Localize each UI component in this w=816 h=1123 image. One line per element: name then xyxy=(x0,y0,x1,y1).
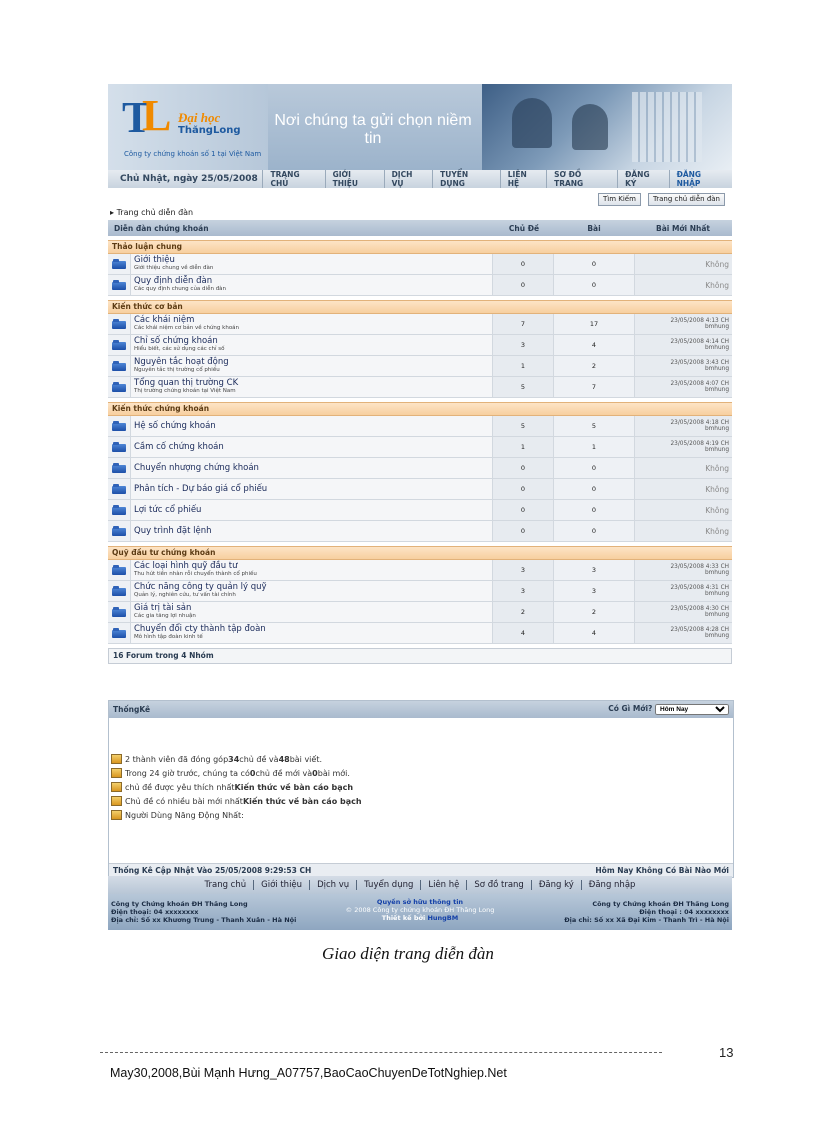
forum-last-post xyxy=(635,623,732,643)
forum-post-count: 3 xyxy=(554,560,635,580)
forum-folder-icon xyxy=(108,458,131,478)
header-forum: Diễn đàn chứng khoán xyxy=(114,223,209,233)
forum-last-user[interactable]: bmhung xyxy=(704,345,729,351)
statistics-footer xyxy=(109,863,733,877)
forum-last-date: 23/05/2008 4:13 CH xyxy=(670,318,729,324)
forum-row xyxy=(108,479,732,500)
forum-row xyxy=(108,581,732,602)
forum-description: Quản lý, nghiên cứu, tư vấn tài chính xyxy=(134,592,236,598)
forum-title-cell xyxy=(131,275,493,295)
forum-post-count: 0 xyxy=(554,479,635,499)
bottom-nav-about[interactable]: Giới thiệu xyxy=(253,880,309,890)
category-header[interactable]: Kiến thức chứng khoán xyxy=(108,402,732,416)
forum-last-post xyxy=(635,479,732,499)
category-header[interactable]: Kiến thức cơ bản xyxy=(108,300,732,314)
statistics-line xyxy=(111,796,362,806)
forum-summary: 16 Forum trong 4 Nhóm xyxy=(108,648,732,664)
forum-description: Thị trường chứng khoán tại Việt Nam xyxy=(134,388,236,394)
forum-topic-count: 5 xyxy=(493,416,554,436)
forum-row xyxy=(108,458,732,479)
forum-title-link[interactable]: Quy trình đặt lệnh xyxy=(134,525,212,536)
breadcrumb[interactable]: ▸ Trang chủ diễn đàn xyxy=(110,208,194,217)
forum-topic-count: 4 xyxy=(493,623,554,643)
photo-person xyxy=(512,98,552,148)
company-tagline: Công ty chứng khoán số 1 tại Việt Nam xyxy=(124,150,262,158)
stat-value: 34 xyxy=(228,754,240,764)
forum-title-link[interactable]: Chuyển nhượng chứng khoán xyxy=(134,462,259,473)
statistics-icon xyxy=(111,810,122,820)
forum-last-post xyxy=(635,275,732,295)
bottom-nav-register[interactable]: Đăng ký xyxy=(531,880,581,890)
forum-last-post xyxy=(635,416,732,436)
site-footer xyxy=(108,894,732,930)
forum-title-link[interactable]: Nguyên tắc hoạt động xyxy=(134,357,229,367)
forum-topic-count: 5 xyxy=(493,377,554,397)
forum-topic-count: 0 xyxy=(493,500,554,520)
logo[interactable] xyxy=(108,84,268,170)
forum-topic-count: 0 xyxy=(493,479,554,499)
forum-last-date: 23/05/2008 4:19 CH xyxy=(670,441,729,447)
forum-home-button[interactable]: Trang chủ diễn đàn xyxy=(648,193,725,206)
forum-topic-count: 7 xyxy=(493,314,554,334)
forum-title-cell xyxy=(131,602,493,622)
forum-last-user[interactable]: bmhung xyxy=(704,570,729,576)
footer-design-label: Thiết kế bởi xyxy=(381,914,428,922)
forum-post-count: 0 xyxy=(554,500,635,520)
forum-no-posts: Không xyxy=(705,259,729,269)
forum-post-count: 0 xyxy=(554,254,635,274)
footer-ownership-link[interactable]: Quyền sở hữu thông tin xyxy=(376,898,464,906)
statistics-line xyxy=(111,754,322,764)
stat-value: 48 xyxy=(278,754,290,764)
forum-topic-count: 3 xyxy=(493,581,554,601)
banner-slogan: Nơi chúng ta gửi chọn niềm tin xyxy=(274,112,472,147)
forum-table-header xyxy=(108,220,732,236)
forum-description: Hiểu biết, các sử dụng các chỉ số xyxy=(134,346,225,352)
forum-folder-icon xyxy=(108,356,131,376)
forum-folder-icon xyxy=(108,275,131,295)
whats-new-label: Có Gì Mới? xyxy=(608,704,653,713)
stat-text: bài viết. xyxy=(289,754,323,764)
forum-topic-count: 2 xyxy=(493,602,554,622)
forum-topic-count: 3 xyxy=(493,560,554,580)
stat-text: bài mới. xyxy=(317,768,350,778)
whats-new-select[interactable] xyxy=(655,704,729,715)
forum-post-count: 3 xyxy=(554,581,635,601)
forum-title-cell xyxy=(131,500,493,520)
stat-text: chủ đề mới và xyxy=(255,768,313,778)
forum-post-count: 4 xyxy=(554,335,635,355)
forum-title-link[interactable]: Hệ số chứng khoán xyxy=(134,420,216,431)
forum-title-link[interactable]: Giá trị tài sản xyxy=(134,603,192,613)
stat-text: 2 thành viên đã đóng góp xyxy=(125,754,229,764)
statistics-icon xyxy=(111,796,122,806)
forum-row xyxy=(108,437,732,458)
footer-left-phone: Điện thoại: 04 xxxxxxxx xyxy=(111,908,199,916)
forum-post-count: 4 xyxy=(554,623,635,643)
forum-last-date: 23/05/2008 4:18 CH xyxy=(670,420,729,426)
forum-table xyxy=(108,220,732,664)
forum-post-count: 2 xyxy=(554,602,635,622)
statistics-icon xyxy=(111,754,122,764)
forum-last-date: 23/05/2008 4:33 CH xyxy=(670,564,729,570)
forum-last-date: 23/05/2008 3:43 CH xyxy=(670,360,729,366)
stat-value: Kiến thức về bàn cáo bạch xyxy=(242,796,362,806)
forum-topic-count: 1 xyxy=(493,437,554,457)
forum-description: Các gia tăng lợi nhuận xyxy=(134,613,196,619)
page-number: 13 xyxy=(719,1045,734,1060)
banner-photo xyxy=(482,84,732,170)
forum-topic-count: 3 xyxy=(493,335,554,355)
statistics-panel xyxy=(108,700,734,878)
forum-row xyxy=(108,602,732,623)
stats-updated: Thống Kê Cập Nhật Vào 25/05/2008 9:29:53 CH xyxy=(113,866,312,875)
stat-value: 0 xyxy=(249,768,256,778)
statistics-line xyxy=(111,768,350,778)
photo-person xyxy=(572,104,608,150)
header-posts: Bài xyxy=(587,223,601,233)
forum-row xyxy=(108,254,732,275)
statistics-line xyxy=(111,782,353,792)
bottom-nav-login[interactable]: Đăng nhập xyxy=(581,880,643,890)
forum-post-count: 2 xyxy=(554,356,635,376)
forum-last-post xyxy=(635,254,732,274)
category-header[interactable]: Thảo luận chung xyxy=(108,240,732,254)
forum-no-posts: Không xyxy=(705,280,729,290)
forum-title-link[interactable]: Tổng quan thị trường CK xyxy=(134,378,239,388)
forum-row xyxy=(108,623,732,644)
forum-folder-icon xyxy=(108,377,131,397)
forum-last-post xyxy=(635,377,732,397)
forum-title-cell xyxy=(131,479,493,499)
forum-last-user[interactable]: bmhung xyxy=(704,633,729,639)
statistics-title: ThốngKê xyxy=(113,705,151,714)
forum-description: Các khái niệm cơ bản về chứng khoán xyxy=(134,325,240,331)
forum-last-post xyxy=(635,458,732,478)
forum-no-posts: Không xyxy=(705,526,729,536)
forum-folder-icon xyxy=(108,437,131,457)
forum-last-post xyxy=(635,437,732,457)
forum-row xyxy=(108,314,732,335)
forum-last-post xyxy=(635,560,732,580)
forum-topic-count: 0 xyxy=(493,458,554,478)
logo-letter-l: L xyxy=(142,91,172,140)
header-last-post: Bài Mới Nhất xyxy=(655,223,711,233)
forum-folder-icon xyxy=(108,314,131,334)
forum-last-user[interactable]: bmhung xyxy=(704,591,729,597)
menu-home[interactable]: TRANG CHỦ xyxy=(262,170,324,188)
forum-row xyxy=(108,275,732,296)
forum-title-link[interactable]: Chỉ số chứng khoán xyxy=(134,336,218,346)
forum-folder-icon xyxy=(108,521,131,541)
forum-description: Nguyên tắc thị trường cổ phiếu xyxy=(134,367,220,373)
forum-title-cell xyxy=(131,623,493,643)
footer-right-address: Địa chỉ: Số xx Xã Đại Kim - Thanh Trì - Hà Nội xyxy=(564,916,729,924)
forum-post-count: 0 xyxy=(554,521,635,541)
forum-last-user[interactable]: bmhung xyxy=(704,324,729,330)
forum-row xyxy=(108,416,732,437)
forum-title-cell xyxy=(131,356,493,376)
forum-title-link[interactable]: Chức năng công ty quản lý quỹ xyxy=(134,582,267,592)
forum-no-posts: Không xyxy=(705,484,729,494)
forum-topic-count: 0 xyxy=(493,521,554,541)
menu-sitemap[interactable]: SƠ ĐỒ TRANG xyxy=(546,170,617,188)
forum-folder-icon xyxy=(108,602,131,622)
menu-careers[interactable]: TUYỂN DỤNG xyxy=(432,170,500,188)
forum-last-user[interactable]: bmhung xyxy=(704,387,729,393)
bottom-nav-services[interactable]: Dịch vụ xyxy=(309,880,356,890)
photo-building xyxy=(632,92,702,162)
forum-last-user[interactable]: bmhung xyxy=(704,447,729,453)
forum-title-cell xyxy=(131,314,493,334)
forum-folder-icon xyxy=(108,416,131,436)
forum-last-user[interactable]: bmhung xyxy=(704,366,729,372)
forum-title-cell xyxy=(131,437,493,457)
footer-right xyxy=(564,900,729,924)
forum-folder-icon xyxy=(108,581,131,601)
menu-about[interactable]: GIỚI THIỆU xyxy=(325,170,384,188)
footer-right-phone: Điện thoại : 04 xxxxxxxx xyxy=(639,908,729,916)
stat-text: Trong 24 giờ trước, chúng ta có xyxy=(125,768,250,778)
forum-categories xyxy=(108,240,732,644)
forum-title-cell xyxy=(131,416,493,436)
stat-value: Kiến thức về bàn cáo bạch xyxy=(234,782,354,792)
forum-title-cell xyxy=(131,458,493,478)
forum-last-post xyxy=(635,602,732,622)
forum-last-user[interactable]: bmhung xyxy=(704,612,729,618)
header-topics: Chủ Đề xyxy=(508,223,540,233)
forum-last-date: 23/05/2008 4:07 CH xyxy=(670,381,729,387)
forum-description: Giới thiệu chung về diễn đàn xyxy=(134,265,214,271)
forum-row xyxy=(108,335,732,356)
menu-services[interactable]: DỊCH VỤ xyxy=(384,170,433,188)
forum-title-link[interactable]: Cầm cố chứng khoán xyxy=(134,441,224,452)
figure-caption: Giao diện trang diễn đàn xyxy=(322,944,494,963)
forum-title-link[interactable]: Giới thiệu xyxy=(134,255,175,265)
forum-row xyxy=(108,521,732,542)
search-button[interactable]: Tìm Kiếm xyxy=(598,193,641,206)
forum-last-post xyxy=(635,314,732,334)
site-banner xyxy=(108,84,732,170)
bottom-nav-contact[interactable]: Liên hệ xyxy=(420,880,466,890)
statistics-line xyxy=(111,810,244,820)
stat-text: Người Dùng Năng Động Nhất: xyxy=(125,810,244,820)
breadcrumb-label[interactable]: Trang chủ diễn đàn xyxy=(116,208,194,217)
forum-post-count: 1 xyxy=(554,437,635,457)
footer-designer-link[interactable]: HungBM xyxy=(427,914,459,922)
forum-last-date: 23/05/2008 4:28 CH xyxy=(670,627,729,633)
forum-row xyxy=(108,500,732,521)
menu-login[interactable]: ĐĂNG NHẬP xyxy=(669,170,732,188)
statistics-icon xyxy=(111,782,122,792)
forum-title-link[interactable]: Lợi tức cổ phiếu xyxy=(134,504,202,515)
stat-text: Chủ đề có nhiều bài mới nhất xyxy=(125,796,243,806)
forum-title-cell xyxy=(131,335,493,355)
stat-text: chủ đề và xyxy=(239,754,279,764)
forum-description: Thu hút tiền nhàn rỗi chuyển thành cổ phiếu xyxy=(134,571,257,577)
forum-title-link[interactable]: Phân tích - Dự báo giá cổ phiếu xyxy=(134,483,268,494)
menu-contact[interactable]: LIÊN HỆ xyxy=(500,170,546,188)
stat-text: chủ đề được yêu thích nhất xyxy=(125,782,235,792)
forum-folder-icon xyxy=(108,479,131,499)
forum-topic-count: 0 xyxy=(493,275,554,295)
forum-last-date: 23/05/2008 4:31 CH xyxy=(670,585,729,591)
footer-divider xyxy=(100,1052,662,1054)
forum-folder-icon xyxy=(108,623,131,643)
forum-last-post xyxy=(635,581,732,601)
category-header[interactable]: Quỹ đầu tư chứng khoán xyxy=(108,546,732,560)
forum-topic-count: 0 xyxy=(493,254,554,274)
whats-new-group xyxy=(608,704,729,715)
footer-right-company: Công ty Chứng khoán ĐH Thăng Long xyxy=(592,900,729,908)
forum-title-cell xyxy=(131,377,493,397)
forum-title-cell xyxy=(131,521,493,541)
forum-row xyxy=(108,377,732,398)
forum-post-count: 0 xyxy=(554,275,635,295)
logo-letter-t: T xyxy=(122,93,146,142)
forum-folder-icon xyxy=(108,560,131,580)
forum-last-post xyxy=(635,500,732,520)
forum-topic-count: 1 xyxy=(493,356,554,376)
forum-last-date: 23/05/2008 4:14 CH xyxy=(670,339,729,345)
forum-post-count: 5 xyxy=(554,416,635,436)
forum-no-posts: Không xyxy=(705,505,729,515)
logo-university-line1: Đại học xyxy=(178,110,221,125)
bottom-nav-careers[interactable]: Tuyển dụng xyxy=(356,880,420,890)
bottom-nav xyxy=(108,876,732,894)
forum-title-cell xyxy=(131,560,493,580)
forum-folder-icon xyxy=(108,500,131,520)
document-credit: May30,2008,Bùi Mạnh Hưng_A07757,BaoCaoChuyenDeTotNghiep.Net xyxy=(110,1066,507,1080)
forum-last-post xyxy=(635,335,732,355)
forum-title-link[interactable]: Các loại hình quỹ đầu tư xyxy=(134,561,238,571)
forum-title-link[interactable]: Quy định diễn đàn xyxy=(134,276,213,286)
forum-post-count: 0 xyxy=(554,458,635,478)
forum-title-link[interactable]: Các khái niệm xyxy=(134,315,195,325)
statistics-header xyxy=(109,701,733,718)
forum-title-cell xyxy=(131,581,493,601)
forum-last-post xyxy=(635,356,732,376)
forum-last-date: 23/05/2008 4:30 CH xyxy=(670,606,729,612)
current-date: Chủ Nhật, ngày 25/05/2008 xyxy=(120,174,258,184)
forum-row xyxy=(108,356,732,377)
stats-today-none: Hôm Nay Không Có Bài Nào Mới xyxy=(595,866,729,875)
bottom-nav-sitemap[interactable]: Sơ đồ trang xyxy=(466,880,530,890)
forum-post-count: 17 xyxy=(554,314,635,334)
forum-post-count: 7 xyxy=(554,377,635,397)
forum-no-posts: Không xyxy=(705,463,729,473)
footer-left-address: Địa chỉ: Số xx Khương Trung - Thanh Xuân - Hà Nội xyxy=(111,916,297,924)
forum-last-user[interactable]: bmhung xyxy=(704,426,729,432)
forum-folder-icon xyxy=(108,335,131,355)
forum-folder-icon xyxy=(108,254,131,274)
forum-title-cell xyxy=(131,254,493,274)
forum-last-post xyxy=(635,521,732,541)
forum-description: Các quy định chung của diễn đàn xyxy=(134,286,227,292)
menu-register[interactable]: ĐĂNG KÝ xyxy=(617,170,668,188)
stat-value: 0 xyxy=(312,768,318,778)
forum-title-link[interactable]: Chuyển đổi cty thành tập đoàn xyxy=(134,624,266,634)
bottom-nav-home[interactable]: Trang chủ xyxy=(204,880,247,890)
footer-left-company: Công ty Chứng khoán ĐH Thăng Long xyxy=(111,900,248,908)
top-menu-bar xyxy=(108,170,732,188)
footer-copyright: © 2008 Công ty chứng khoán ĐH Thăng Long xyxy=(345,906,495,914)
logo-university-line2: ThăngLong xyxy=(178,125,241,136)
forum-row xyxy=(108,560,732,581)
statistics-icon xyxy=(111,768,122,778)
forum-description: Mô hình tập đoàn kinh tế xyxy=(134,634,203,640)
